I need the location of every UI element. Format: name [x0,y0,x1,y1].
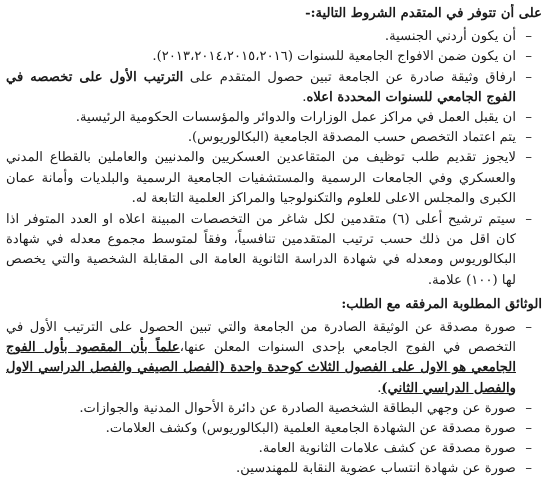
condition-item [6,128,542,148]
condition-item [6,210,542,291]
condition-text: سيتم ترشيح أعلى (٦) متقدمين لكل شاغر من التخصصات المبينة اعلاه او العدد المتوفر اذا كان اقل من ذلك حسب ترتيب المتقدمين تنافسياً، وفقاً لمتوسط مجموع معدله في شهادة البكالوريوس ومعدله في شهادة الدراسة الثانوية العامة الى المقابلة الشخصية والتي يخصص لها (١٠٠) علامة. [6,212,516,288]
document-text: . [377,380,382,396]
document-item [6,459,542,479]
condition-item [6,148,542,209]
document-underlined-text: علماً بأن المقصود بأول الفوج الجامعي هو الاول على الفصول الثلاث كوحدة واحدة (الفصل الصيفي والفصل الدراسي الاول والفصل الدراسي الثاني) [6,340,516,396]
condition-text: أن يكون أردني الجنسية. [384,29,516,45]
documents-list [6,318,542,480]
condition-text: ان يكون ضمن الافواج الجامعية للسنوات (٢٠١٣،٢٠١٤،٢٠١٥،٢٠١٦). [152,49,516,65]
condition-bold-text: الترتيب الأول على تخصصه في الفوج الجامعي للسنوات المحددة اعلاه [6,69,516,105]
conditions-heading: على أن تتوفر في المتقدم الشروط التالية:- [305,6,542,21]
condition-text: لايجوز تقديم طلب توظيف من المتقاعدين العسكريين والمدنيين والعاملين بالقطاع المدني والعسكري وفي الجامعات الرسمية والمستشفيات الجامعية الرسمية والبلديات وأمانة عمان الكبرى والمجلس الاعلى للعلوم والتكنولوجيا والمراكز العلمية التابعة له. [6,150,516,206]
condition-text: . [302,89,307,105]
condition-item [6,47,542,67]
document-text: صورة مصدقة عن الوثيقة الصادرة من الجامعة والتي تبين الحصول على الترتيب الأول في التخصص في الفوج الجامعي بإحدى السنوات المعلن عنها، [6,320,517,356]
documents-heading: الوثائق المطلوبة المرفقه مع الطلب: [341,296,542,312]
condition-item [6,68,542,108]
condition-text: يتم اعتماد التخصص حسب المصدقة الجامعية (البكالوريوس). [187,130,516,146]
document-text: صورة مصدقة عن الشهادة الجامعية العلمية (البكالوريوس) وكشف العلامات. [105,421,516,437]
conditions-list [6,27,542,291]
document-item [6,399,542,419]
condition-text: ارفاق وثيقة صادرة عن الجامعة تبين حصول المتقدم على [183,69,516,85]
document-item [6,419,542,439]
condition-item [6,108,542,128]
document-text: صورة عن شهادة انتساب عضوية النقابة للمهندسين. [236,461,516,477]
document-item [6,439,542,459]
document-text: صورة عن وجهي البطاقة الشخصية الصادرة عن دائرة الأحوال المدنية والجوازات. [79,400,516,416]
document-text: صورة مصدقة عن كشف علامات الثانوية العامة. [258,441,516,457]
condition-text: ان يقبل العمل في مراكز عمل الوزارات والدوائر والمؤسسات الحكومية الرئيسية. [75,110,516,126]
document-item [6,318,542,399]
condition-item [6,27,542,47]
